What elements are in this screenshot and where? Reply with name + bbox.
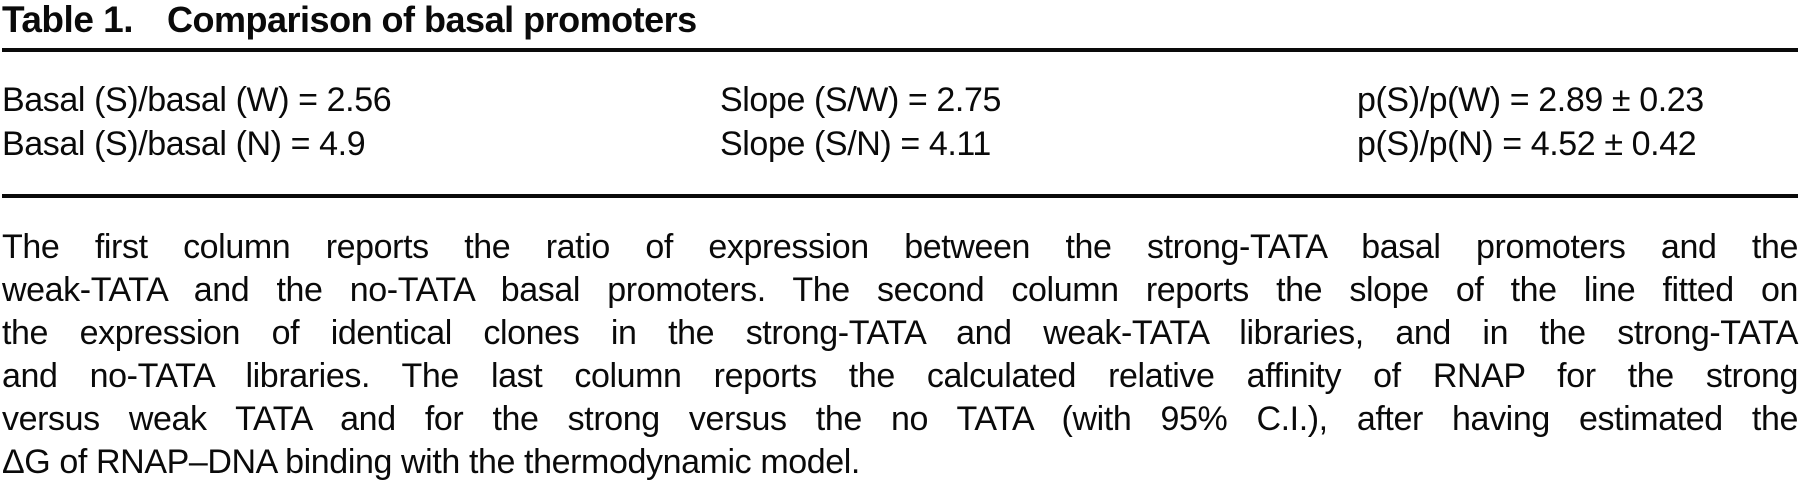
table-row [2, 122, 1798, 166]
table-body [2, 78, 1798, 166]
cell-slope-sw: Slope (S/W) = 2.75 [720, 81, 1001, 119]
footnote-line: The first column reports the ratio of expression between the strong-TATA basal promoters and the [2, 228, 1798, 266]
cell-p-ratio-sn: p(S)/p(N) = 4.52 ± 0.42 [1357, 125, 1697, 163]
cell-basal-ratio-sw: Basal (S)/basal (W) = 2.56 [2, 81, 392, 119]
footnote-line: and no-TATA libraries. The last column reports the calculated relative affinity of RNAP for the strong [2, 357, 1798, 395]
table-number-label: Table 1. [2, 0, 134, 40]
top-rule [2, 48, 1798, 52]
table-caption [2, 0, 1798, 40]
cell-basal-ratio-sn: Basal (S)/basal (N) = 4.9 [2, 125, 366, 163]
footnote-line: weak-TATA and the no-TATA basal promoters. The second column reports the slope of the line fitted on [2, 271, 1798, 309]
table-row [2, 78, 1798, 122]
bottom-rule [2, 194, 1798, 198]
table-footnote [2, 226, 1798, 484]
table-title: Comparison of basal promoters [167, 0, 697, 40]
footnote-line: ΔG of RNAP–DNA binding with the thermodynamic model. [2, 443, 860, 481]
cell-p-ratio-sw: p(S)/p(W) = 2.89 ± 0.23 [1357, 81, 1704, 119]
footnote-line: versus weak TATA and for the strong versus the no TATA (with 95% C.I.), after having estimated the [2, 400, 1798, 438]
footnote-line: the expression of identical clones in the strong-TATA and weak-TATA libraries, and in the strong-TATA [2, 314, 1798, 352]
cell-slope-sn: Slope (S/N) = 4.11 [720, 125, 991, 163]
